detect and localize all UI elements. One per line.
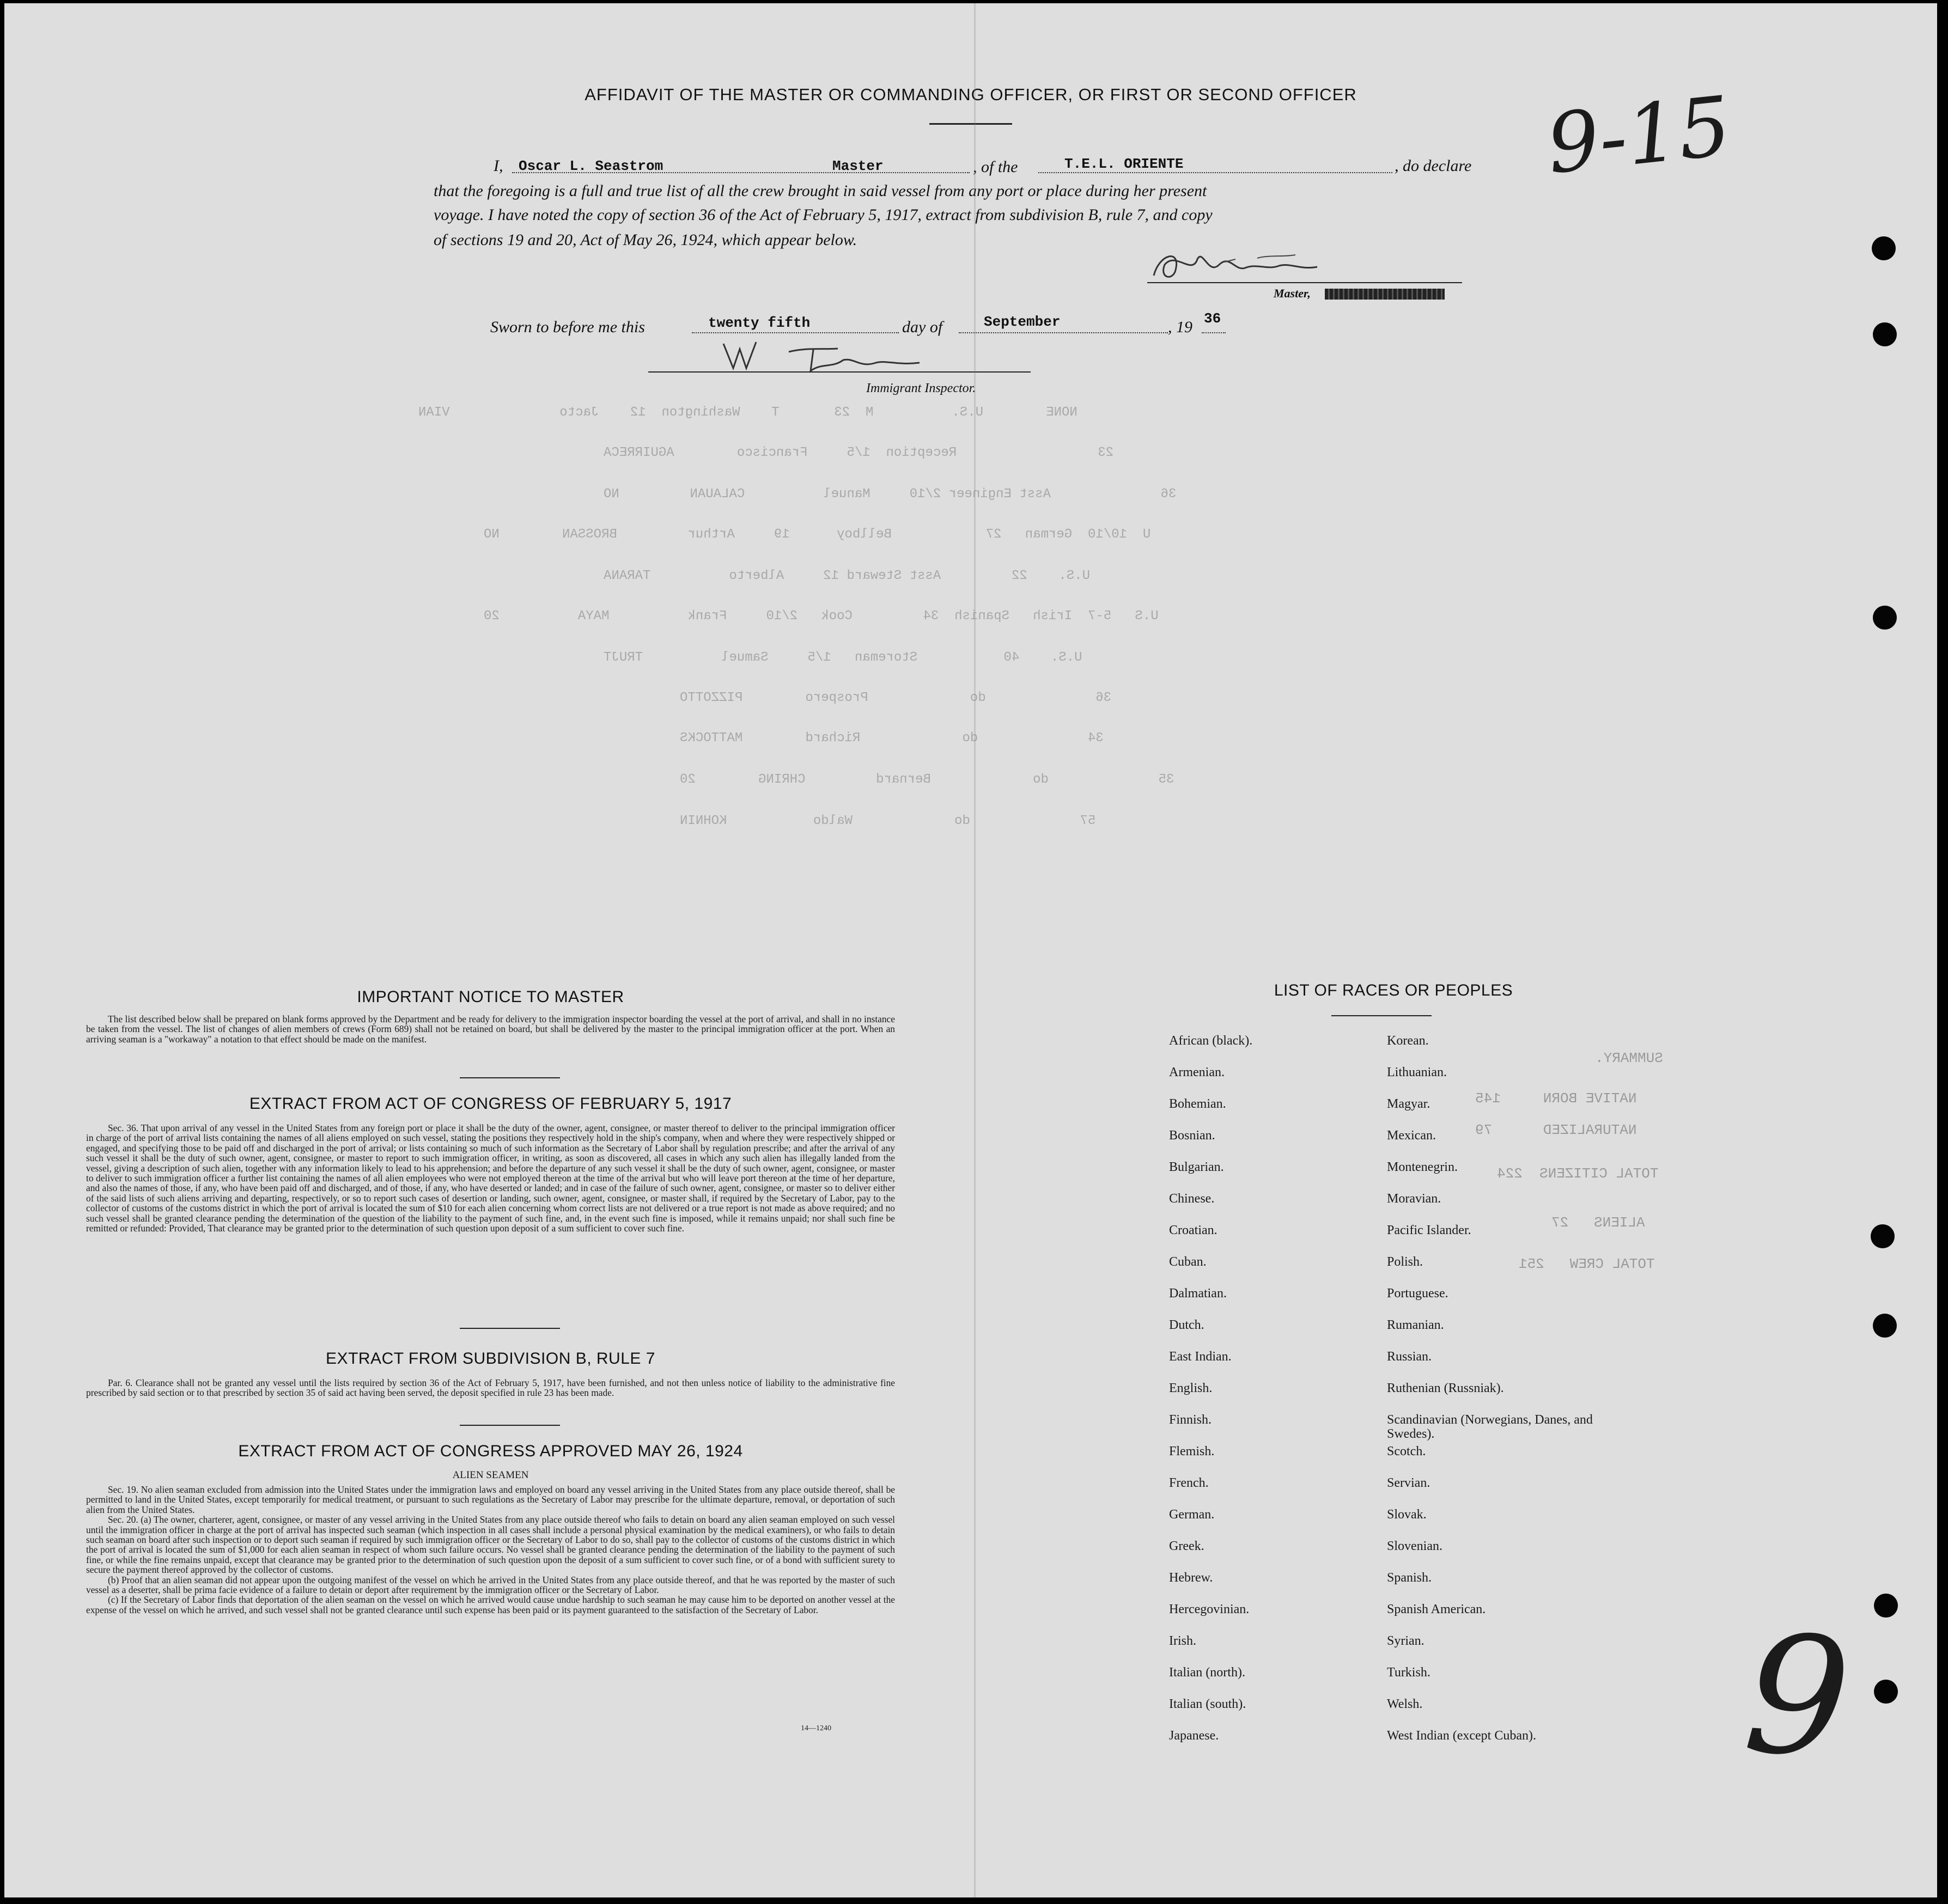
race-item: Spanish. (1387, 1571, 1432, 1585)
race-item: Moravian. (1387, 1192, 1441, 1206)
sec19-text: Sec. 19. No alien seaman excluded from admission into the United States under the immigration laws and employed on board any vessel arriving in the United States from any place outside thereof, shall be permitted to land in the United States, except temporarily for medical treatment, or pursuant to such regulations as the Secretary of Labor may prescribe for the ultimate departure, removal, or deportation of such alien from the United States. (86, 1484, 895, 1515)
sworn-year: 36 (1204, 310, 1221, 327)
race-item: Italian (north). (1169, 1665, 1245, 1680)
sworn-month-line (959, 332, 1168, 333)
punch-hole (1874, 1594, 1898, 1618)
inspector-caption: Immigrant Inspector. (866, 381, 976, 395)
extract-1924-text (86, 1485, 895, 1615)
sworn-prefix: Sworn to before me this (490, 318, 645, 336)
race-item: Armenian. (1169, 1065, 1225, 1079)
race-item: Russian. (1387, 1350, 1432, 1364)
race-item: German. (1169, 1508, 1215, 1522)
extract-1917-text: Sec. 36. That upon arrival of any vessel in the United States from any foreign port or place it shall be the duty of the owner, agent, consignee, or master thereof to deliver to the principal immigration officer in charge of the port of arrival lists containing the names of all aliens employed on such vessel, stating the positions they respectively hold in the ship's company, when and where they were respectively shipped or engaged, and specifying those to be paid off and discharged in the port of arrival; or lists containing so much of such information as the Secretary of Labor shall by regulation prescribe; and after the arrival of any such vessel it shall be the duty of such owner, agent, consignee, or master to report to such immigration officer, in writing, as soon as discovered, all cases in which any such alien has illegally landed from the vessel, giving a description of such alien, together with any information likely to lead to his apprehension; and before the departure of any such vessel it shall be the duty of such owner, agent, consignee, or master to deliver to such immigration officer a further list containing the names of all alien employees who were not employed thereon at the time of the arrival but who will leave port thereon at the time of her departure, and also the names of those, if any, who have been paid off and discharged, and of those, if any, who have deserted or landed; and in case of the failure of such owner, agent, consignee, or master so to deliver either of the said lists of such aliens arriving and departing, respectively, or so to report such cases of desertion or landing, such owner, agent, consignee, or master shall, if required by the Secretary of Labor, pay to the collector of customs of the customs district in which the port of arrival is located the sum of $10 for each alien concerning whom correct lists are not delivered or a true report is not made as above required; and no such vessel shall be granted clearance pending the determination of the question of the liability to the payment of such fine, and, in the event such fine is imposed, while it remains unpaid; nor shall such fine be remitted or refunded: Provided, That clearance may be granted prior to the determination of such question upon deposit of a sum sufficient to cover such fine. (86, 1122, 895, 1234)
affidavit-title: AFFIDAVIT OF THE MASTER OR COMMANDING OFFICER, OR FIRST OR SECOND OFFICER (585, 85, 1357, 104)
race-item: Magyar. (1387, 1097, 1430, 1111)
punch-hole (1873, 1314, 1897, 1338)
race-item: Hercegovinian. (1169, 1602, 1250, 1616)
year-prefix: , 19 (1168, 318, 1192, 336)
title-divider (929, 123, 1012, 125)
inspector-signature (713, 335, 941, 379)
master-signature (1143, 243, 1372, 292)
race-item: West Indian (except Cuban). (1387, 1729, 1536, 1743)
race-item: Hebrew. (1169, 1571, 1213, 1585)
race-item: Pacific Islander. (1387, 1223, 1471, 1237)
race-item: Dutch. (1169, 1318, 1204, 1332)
race-item: Polish. (1387, 1255, 1423, 1269)
punch-hole (1874, 1680, 1898, 1704)
race-item: African (black). (1169, 1034, 1253, 1048)
form-number: 14—1240 (801, 1724, 831, 1732)
document-page: NONE U.S. M 23 T Washington 12 Jacto VIAN 23 Reception 1/5 Francisco AGUIRRECA 36 Asst Engineer 2/10 Manuel CALAUAN NO U 10/10 German 27 Bellboy 19 Arthur BROSSAN NO U.S. 22 Asst Steward 12 Alberto TARANA U.S 5-7 Irish Spanish 34 Cook 2/10 Frank MAYA 20 U.S. 40 Storeman 1/5 Samuel TRUJT 36 do Prospero PIZZOTTO 34 do Richard MATTOCKS 35 do Bernard CHRING 20 57 do Waldo KOHNIN AFFIDAVIT OF THE MASTER OR COMMANDING OFFICER, OR FIRST OR SECOND OFFICER I, Oscar L. Seastrom Master , of the T.E.L. ORIENTE , do declare that the foregoing is a full and true list of all the crew brought in said vessel from any port or place during her present voyage. I have noted the copy of section 36 of the Act of February 5, 1917, extract from subdivision B, rule 7, and copy of sections 19 and 20, Act of May 26, 1924, which appear below. Master, Sworn to before me this twenty fifth day of September , 19 36 Immigrant Inspector. 9-15 9 SUMMARY. NATIVE BORN 145 NATURALIZED 79 TOTAL CITIZENS 224 ALIENS 27 TOTAL CREW 251 IMPORTANT NOTICE TO MASTER The list described below shall be prepared on blank forms approved by the Department and be ready for delivery to the immigration inspector boarding the vessel at the port of arrival, and shall in no instance be taken from the vessel. The list of changes of alien members of crews (Form 689) shall not be retained on board, but shall be delivered by the master to the principal immigration officer at the port. When an arriving seaman is a "workaway" a notation to that effect should be made on the manifest. EXTRACT FROM ACT OF CONGRESS OF FEBRUARY 5, 1917 Sec. 36. That upon arrival of any vessel in the United States from any foreign port or place it shall be the duty of the owner, agent, consignee, or master thereof to deliver to the principal immigration officer in charge of the port of arrival lists containing the names of all aliens employed on such vessel, stating the positions they respectively hold in the ship's company, when and where they were respectively shipped or engaged, and specifying those to be paid off and discharged in the port of arrival; or lists containing so much of such information as the Secretary of Labor shall by regulation prescribe; and after the arrival of any such vessel it shall be the duty of such owner, agent, consignee, or master to report to such immigration officer, in writing, as soon as discovered, all cases in which any such alien has illegally landed from the vessel, giving a description of such alien, together with any information likely to lead to his apprehension; and before the departure of any such vessel it shall be the duty of such owner, agent, consignee, or master to deliver to such immigration officer a further list containing the names of all alien employees who were not employed thereon at the time of the arrival but who will leave port thereon at the time of her departure, and also the names of those, if any, who have been paid off and discharged, and of those, if any, who have deserted or landed; and in case of the failure of such owner, agent, consignee, or master so to deliver either of the said lists of such aliens arriving and departing, respectively, or so to report such cases of desertion or landing, such owner, agent, consignee, or master shall, if required by the Secretary of Labor, pay to the collector of customs of the customs district in which the port of arrival is located the sum of $10 for each alien concerning whom correct lists are not delivered or a true report is not made as above required; and no such vessel shall be granted clearance pending the determination of the question of the liability to the payment of such fine, and, in the event such fine is imposed, while it remains unpaid; nor shall such fine be remitted or refunded: Provided, That clearance may be granted prior to the determination of such question upon deposit of a sum sufficient to cover such fine. EXTRACT FROM SUBDIVISION B, RULE 7 Par. 6. Clearance shall not be granted any vessel until the lists required by section 36 of the Act of February 5, 1917, have been furnished, and not then unless notice of liability to the administrative fine prescribed by said section or to that prescribed by section 35 of said act having been served, the deposit specified in rule 23 has been made. EXTRACT FROM ACT OF CONGRESS APPROVED MAY 26, 1924 ALIEN SEAMEN Sec. 19. No alien seaman excluded from admission into the United States under the immigration laws and employed on board any vessel arriving in the United States from any place outside thereof, shall be permitted to land in the United States, except temporarily for medical treatment, or pursuant to such regulations as the Secretary of Labor may prescribe for the ultimate departure, removal, or deportation of such alien from the United States. Sec. 20. (a) The owner, charterer, agent, consignee, or master of any vessel arriving in the United States from any place outside thereof who fails to detain on board any alien seaman employed on such vessel until the immigration officer in charge at the port of arrival has inspected such seaman (which inspection in all cases shall include a personal physical examination by the medical examiners), or who fails to detain such seaman on board after such inspection or to deport such seaman if required by such immigration officer or the Secretary of Labor to do so, shall pay to the collector of customs of the customs district in which the port of arrival is located the sum of $1,000 for each alien seaman in respect of whom such failure occurs. No vessel shall be granted clearance pending the determination of the liability to the payment of such fine, or while the fine remains unpaid, except that clearance may be granted prior to the determination of such question upon the deposit of a sum sufficient to cover such fine, or of a bond with sufficient surety to secure the payment thereof approved by the collector of customs. (b) Proof that an alien seaman did not appear upon the outgoing manifest of the vessel on which he arrived in the United States from any place outside thereof, and that he was reported by the master of such vessel as a deserter, shall be prima facie evidence of a failure to detain or deport after requirement by the immigration officer or the Secretary of Labor. (c) If the Secretary of Labor finds that deportation of the alien seaman on the vessel on which he arrived would cause undue hardship to such seaman he may cause him to be deported on another vessel at the expense of the vessel on which he arrived, and such vessel shall not be granted clearance until such expense has been paid or its payment guaranteed to the satisfaction of the Secretary of Labor. 14—1240 LIST OF RACES OR PEOPLES African (black). Armenian. Bohemian. Bosnian. Bulgarian. Chinese. Croatian. Cuban. Dalmatian. Dutch. East Indian. English. Finnish. Flemish. French. German. Greek. Hebrew. Hercegovinian. Irish. Italian (north). Italian (south). Japanese. Korean. Lithuanian. Magyar. Mexican. Montenegrin. Moravian. Pacific Islander. Polish. Portuguese. Rumanian. Russian. Ruthenian (Russniak). Scandinavian (Norwegians, Danes, and Swedes). Scotch. Servian. Slovak. Slovenian. Spanish. Spanish American. Syrian. Turkish. Welsh. West Indian (except Cuban). (4, 3, 1937, 1897)
race-item: Chinese. (1169, 1192, 1215, 1206)
race-item: Welsh. (1387, 1697, 1423, 1711)
race-item: Irish. (1169, 1634, 1196, 1648)
punch-hole (1871, 1224, 1895, 1248)
race-item: Japanese. (1169, 1729, 1219, 1743)
handwritten-page-number: 9-15 (1542, 78, 1736, 193)
center-fold (974, 3, 976, 1897)
race-item: Korean. (1387, 1034, 1429, 1048)
affidavit-declare: , do declare (1395, 157, 1472, 175)
race-item: Ruthenian (Russniak). (1387, 1381, 1504, 1395)
master-caption: Master, (1274, 286, 1311, 300)
alien-seamen-subtitle: ALIEN SEAMEN (452, 1469, 529, 1481)
rule7-divider (460, 1425, 560, 1426)
handwritten-number: 9 (1739, 1598, 1856, 1796)
race-item: East Indian. (1169, 1350, 1232, 1364)
race-item: Montenegrin. (1387, 1160, 1458, 1174)
race-item: Bohemian. (1169, 1097, 1226, 1111)
sec20a-text: Sec. 20. (a) The owner, charterer, agent, consignee, or master of any vessel arriving in the United States from any place outside thereof who fails to detain on board any alien seaman employed on such vessel until the immigration officer in charge at the port of arrival has inspected such seaman (which inspection in all cases shall include a personal physical examination by the medical examiners), or who fails to detain such seaman on board after such inspection or to deport such seaman if required by such immigration officer or the Secretary of Labor to do so, shall pay to the collector of customs of the customs district in which the port of arrival is located the sum of $1,000 for each alien seaman in respect of whom such failure occurs. No vessel shall be granted clearance pending the determination of the liability to the payment of such fine, or while the fine remains unpaid, except that clearance may be granted prior to the determination of such question upon the deposit of a sum sufficient to cover such fine, or of a bond with sufficient surety to secure the payment thereof approved by the collector of customs. (86, 1514, 895, 1576)
sec20b-text: (b) Proof that an alien seaman did not appear upon the outgoing manifest of the vessel on which he arrived in the United States from any place outside thereof, and that he was reported by the master of such vessel as a deserter, shall be prima facie evidence of a failure to detain or deport after requirement by the immigration officer or the Secretary of Labor. (86, 1574, 895, 1596)
extract-1924-title: EXTRACT FROM ACT OF CONGRESS APPROVED MAY 26, 1924 (238, 1442, 743, 1460)
race-item: Turkish. (1387, 1665, 1430, 1680)
race-item: French. (1169, 1476, 1209, 1490)
race-item: Syrian. (1387, 1634, 1425, 1648)
race-item: Lithuanian. (1387, 1065, 1447, 1079)
sworn-day-line (692, 332, 899, 333)
extract-1917-title: EXTRACT FROM ACT OF CONGRESS OF FEBRUARY 5, 1917 (249, 1095, 732, 1113)
punch-hole (1872, 236, 1896, 260)
race-item: Cuban. (1169, 1255, 1207, 1269)
races-divider (1331, 1015, 1432, 1016)
race-item: Slovak. (1387, 1508, 1427, 1522)
races-title: LIST OF RACES OR PEOPLES (1274, 981, 1513, 999)
race-item: Scotch. (1387, 1444, 1426, 1458)
race-item: Greek. (1169, 1539, 1204, 1553)
race-item: Bosnian. (1169, 1128, 1215, 1143)
race-item: Dalmatian. (1169, 1286, 1227, 1301)
sworn-month: September (984, 314, 1061, 330)
race-item: Rumanian. (1387, 1318, 1444, 1332)
rule7-text: Par. 6. Clearance shall not be granted any vessel until the lists required by section 36 of the Act of February 5, 1917, have been furnished, and not then unless notice of liability to the administrative fine prescribed by said section or to that prescribed by section 35 of said act having been served, the deposit specified in rule 23 has been made. (86, 1377, 895, 1399)
affidavit-of-the: , of the (973, 158, 1018, 176)
notice-divider (460, 1077, 560, 1078)
races-right-list (1387, 1034, 1616, 1760)
affidavit-prefix: I, (494, 157, 503, 175)
punch-hole (1873, 322, 1897, 346)
signature-line (1147, 282, 1462, 283)
sworn-day: twenty fifth (708, 315, 811, 331)
master-rank: Master (832, 158, 884, 174)
vessel-name: T.E.L. ORIENTE (1064, 156, 1184, 172)
race-item: Bulgarian. (1169, 1160, 1224, 1174)
race-item: Servian. (1387, 1476, 1430, 1490)
race-item: Scandinavian (Norwegians, Danes, and Swedes). (1387, 1413, 1593, 1441)
master-name: Oscar L. Seastrom (519, 158, 663, 174)
extract-1917-divider (460, 1328, 560, 1329)
notice-title: IMPORTANT NOTICE TO MASTER (357, 988, 624, 1006)
vessel-line (1038, 172, 1392, 173)
affidavit-line4: of sections 19 and 20, Act of May 26, 1924, which appear below. (434, 231, 857, 249)
race-item: Croatian. (1169, 1223, 1218, 1237)
affidavit-line3: voyage. I have noted the copy of section 36 of the Act of February 5, 1917, extract from subdivision B, rule 7, and copy (434, 206, 1213, 224)
race-item: Mexican. (1387, 1128, 1436, 1143)
sec20c-text: (c) If the Secretary of Labor finds that deportation of the alien seaman on the vessel on which he arrived would cause undue hardship to such seaman he may cause him to be deported on another vessel at the expense of the vessel on which he arrived, and such vessel shall not be granted clearance until such expense has been paid or its payment guaranteed to the satisfaction of the Secretary of Labor. (86, 1594, 895, 1615)
struck-out-text (1325, 289, 1445, 300)
race-item: Spanish American. (1387, 1602, 1486, 1616)
race-item: Italian (south). (1169, 1697, 1246, 1711)
year-line (1202, 332, 1226, 333)
notice-text: The list described below shall be prepared on blank forms approved by the Department and be ready for delivery to the immigration inspector boarding the vessel at the port of arrival, and shall in no instance be taken from the vessel. The list of changes of alien members of crews (Form 689) shall not be retained on board, but shall be delivered by the master to the principal immigration officer at the port. When an arriving seaman is a "workaway" a notation to that effect should be made on the manifest. (86, 1014, 895, 1045)
race-item: Portuguese. (1387, 1286, 1448, 1301)
race-item: Flemish. (1169, 1444, 1215, 1458)
race-item: Finnish. (1169, 1413, 1212, 1427)
inspector-line (648, 371, 1031, 373)
races-left-list (1169, 1034, 1365, 1760)
day-of-label: day of (902, 318, 943, 336)
affidavit-line2: that the foregoing is a full and true list of all the crew brought in said vessel from any port or place during her present (434, 182, 1207, 200)
race-item: English. (1169, 1381, 1213, 1395)
rule7-title: EXTRACT FROM SUBDIVISION B, RULE 7 (326, 1350, 655, 1368)
punch-hole (1873, 606, 1897, 630)
race-item: Slovenian. (1387, 1539, 1442, 1553)
